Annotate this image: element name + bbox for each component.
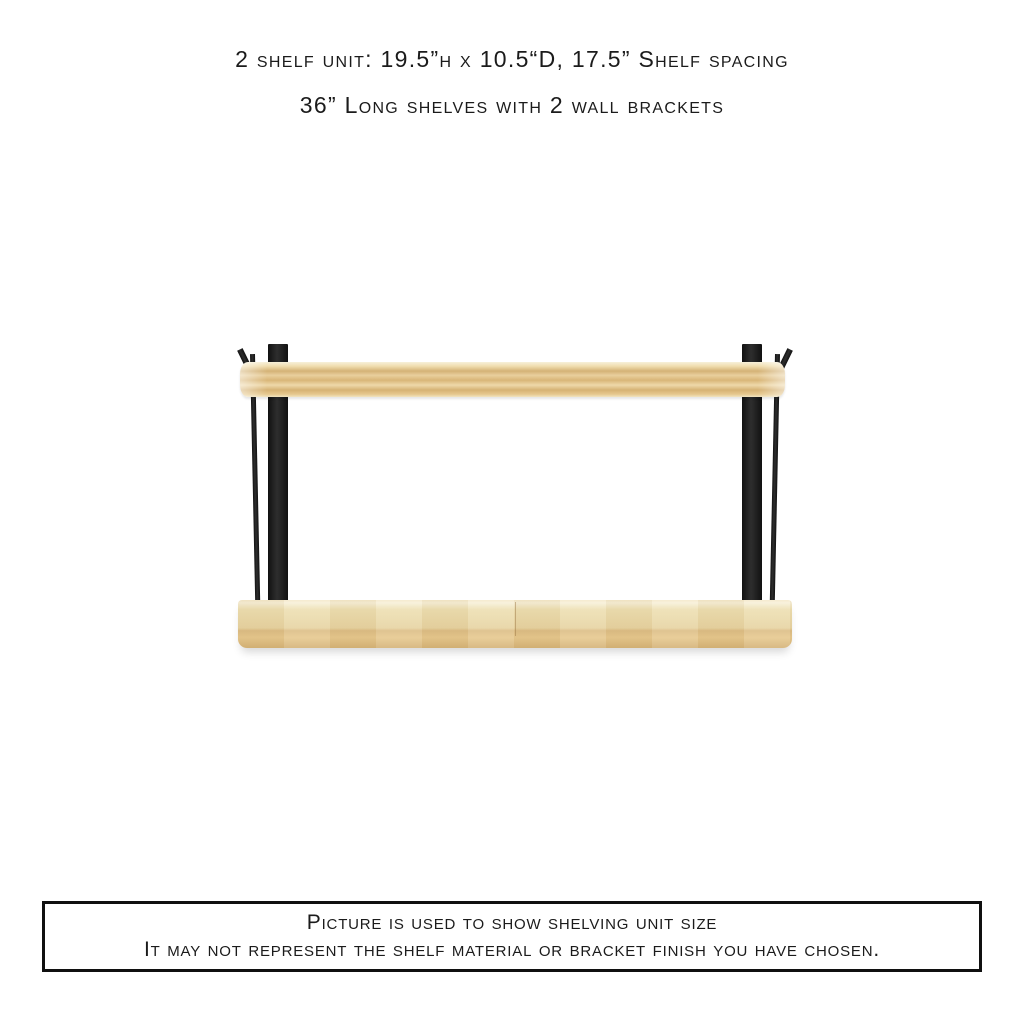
top-shelf-board (240, 362, 785, 397)
disclaimer-box (42, 901, 982, 972)
dimension-line-2: 36” Long shelves with 2 wall brackets (299, 92, 725, 118)
dimension-text-block (0, 46, 1024, 138)
bottom-shelf-center-seam (515, 602, 516, 636)
shelf-unit-photo (238, 342, 792, 660)
dimension-line-1: 2 shelf unit: 19.5”h x 10.5“D, 17.5” Shelf spacing (235, 46, 789, 72)
disclaimer-line-1: Picture is used to show shelving unit size (306, 911, 718, 934)
bottom-shelf-board (238, 600, 792, 648)
disclaimer-line-2: It may not represent the shelf material or bracket finish you have chosen. (144, 938, 880, 961)
